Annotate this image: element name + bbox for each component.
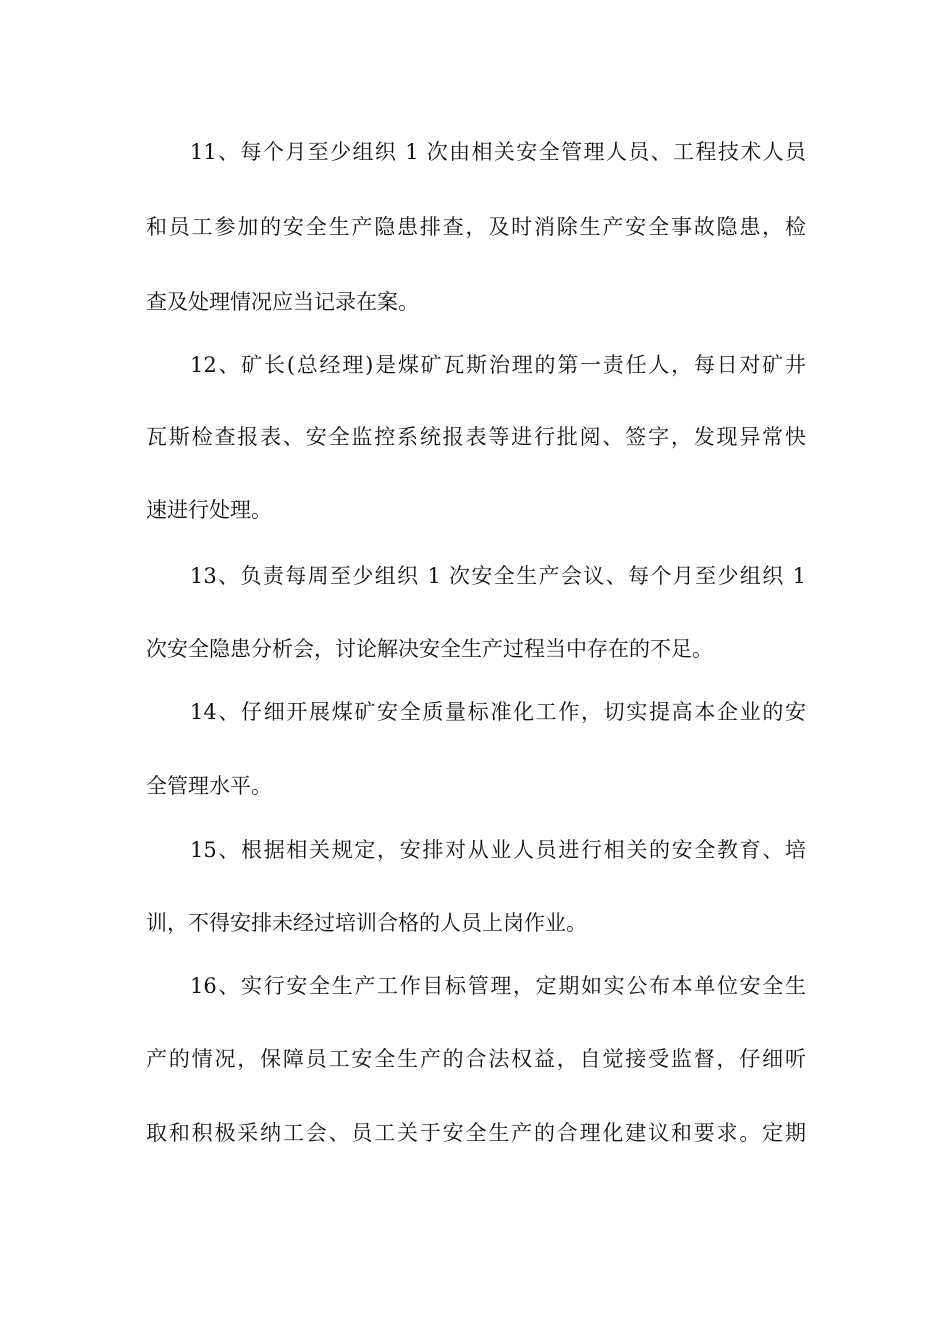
paragraph-11-line-2: 和员工参加的安全生产隐患排查，及时消除生产安全事故隐患，检 <box>146 215 806 239</box>
paragraph-15-line-1: 15、根据相关规定，安排对从业人员进行相关的安全教育、培 <box>190 838 806 862</box>
paragraph-15-line-2: 训，不得安排未经过培训合格的人员上岗作业。 <box>146 911 587 935</box>
paragraph-16-line-1: 16、实行安全生产工作目标管理，定期如实公布本单位安全生 <box>190 974 806 998</box>
paragraph-11-line-1: 11、每个月至少组织 1 次由相关安全管理人员、工程技术人员 <box>190 140 806 164</box>
paragraph-14-line-2: 全管理水平。 <box>146 774 272 798</box>
paragraph-16-line-2: 产的情况，保障员工安全生产的合法权益，自觉接受监督，仔细听 <box>146 1047 806 1071</box>
paragraph-12-line-1: 12、矿长(总经理)是煤矿瓦斯治理的第一责任人，每日对矿井 <box>190 353 806 377</box>
paragraph-14-line-1: 14、仔细开展煤矿安全质量标准化工作，切实提高本企业的安 <box>190 700 806 724</box>
paragraph-12-line-2: 瓦斯检查报表、安全监控系统报表等进行批阅、签字，发现异常快 <box>146 425 806 449</box>
paragraph-11-line-3: 查及处理情况应当记录在案。 <box>146 290 419 314</box>
paragraph-12-line-3: 速进行处理。 <box>146 498 272 522</box>
paragraph-13-line-2: 次安全隐患分析会，讨论解决安全生产过程当中存在的不足。 <box>146 637 713 661</box>
paragraph-13-line-1: 13、负责每周至少组织 1 次安全生产会议、每个月至少组织 1 <box>190 564 806 588</box>
paragraph-16-line-3: 取和积极采纳工会、员工关于安全生产的合理化建议和要求。定期 <box>146 1121 806 1145</box>
